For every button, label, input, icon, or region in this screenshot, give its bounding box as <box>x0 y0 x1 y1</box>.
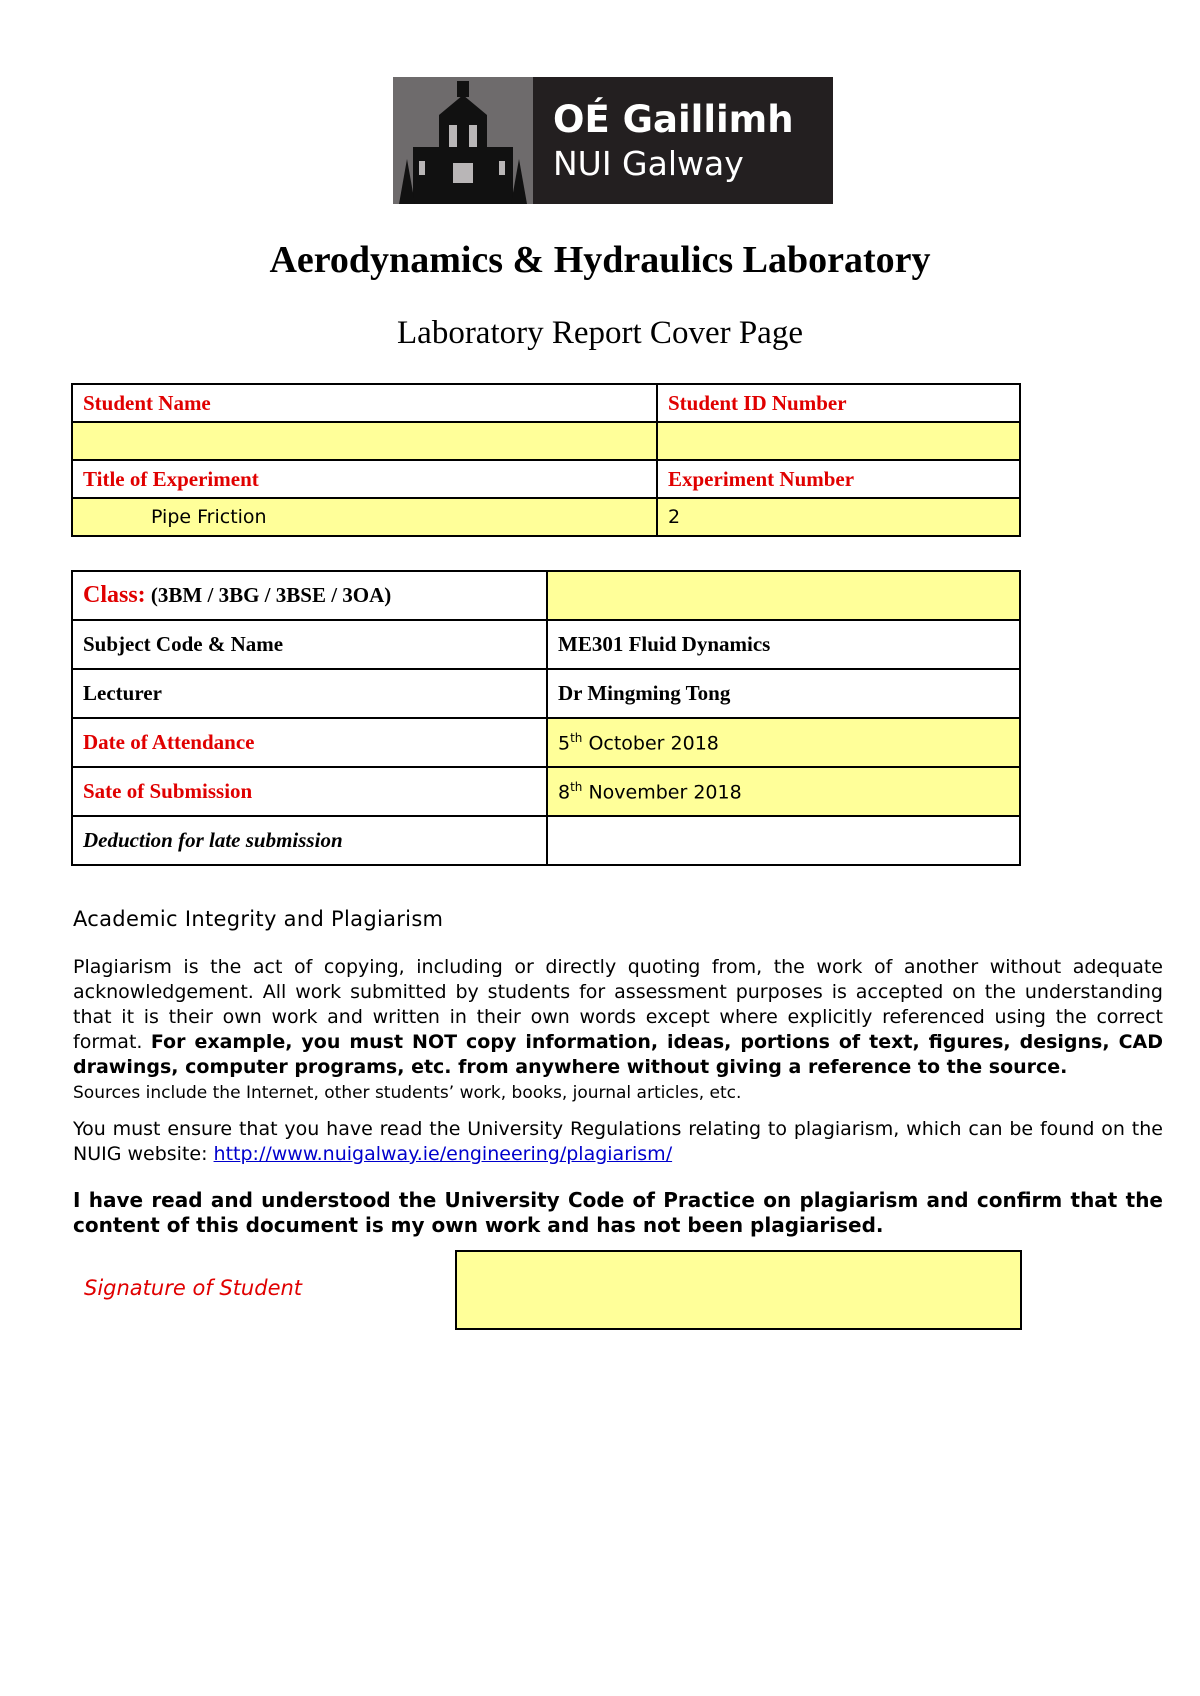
table-row <box>72 816 1020 865</box>
attendance-day: 5 <box>558 732 571 755</box>
logo-english-name: NUI Galway <box>553 143 744 183</box>
integrity-heading: Academic Integrity and Plagiarism <box>73 907 444 931</box>
plagiarism-policy-link[interactable]: http://www.nuigalway.ie/engineering/plagiarism/ <box>213 1143 673 1165</box>
table-row <box>72 422 1020 460</box>
regulations-text: You must ensure that you have read the University Regulations relating to plagiarism, which can be found on the NUIG website: <box>73 1118 1163 1165</box>
table-row <box>72 460 1020 498</box>
deduction-field[interactable] <box>547 816 1020 865</box>
table-row <box>72 767 1020 816</box>
page-subtitle: Laboratory Report Cover Page <box>397 315 803 351</box>
plagiarism-sources-text: Sources include the Internet, other students’ work, books, journal articles, etc. <box>73 1083 742 1103</box>
class-label: Class: <box>83 582 146 608</box>
quadrangle-tower-icon <box>393 77 533 204</box>
lecturer-value: Dr Mingming Tong <box>547 669 1020 718</box>
student-name-field[interactable] <box>72 422 657 460</box>
table-row <box>72 384 1020 422</box>
class-label-cell <box>72 571 547 620</box>
student-id-field[interactable] <box>657 422 1020 460</box>
plagiarism-example-text: For example, you must NOT copy information, ideas, portions of text, figures, designs, CAD drawings, computer programs, etc. from anywhere without giving a reference to the source. <box>73 1031 1163 1078</box>
subject-value: ME301 Fluid Dynamics <box>547 620 1020 669</box>
student-name-label: Student Name <box>72 384 657 422</box>
student-info-table <box>71 383 1021 537</box>
submission-field[interactable] <box>547 767 1020 816</box>
page-title: Aerodynamics & Hydraulics Laboratory <box>269 239 931 281</box>
attendance-label: Date of Attendance <box>72 718 547 767</box>
table-row <box>72 718 1020 767</box>
attendance-field[interactable] <box>547 718 1020 767</box>
submission-label: Sate of Submission <box>72 767 547 816</box>
table-row <box>72 498 1020 536</box>
class-field[interactable] <box>547 571 1020 620</box>
submission-suffix: th <box>570 779 583 794</box>
lecturer-label: Lecturer <box>72 669 547 718</box>
attendance-suffix: th <box>570 730 583 745</box>
declaration-paragraph: I have read and understood the University Code of Practice on plagiarism and confirm that the content of this document is my own work and has not been plagiarised. <box>73 1188 1163 1237</box>
submission-day: 8 <box>558 781 571 804</box>
logo-irish-name: OÉ Gaillimh <box>553 97 794 141</box>
table-row <box>72 571 1020 620</box>
deduction-label: Deduction for late submission <box>72 816 547 865</box>
table-row <box>72 620 1020 669</box>
experiment-number-field[interactable]: 2 <box>657 498 1020 536</box>
plagiarism-definition-text: Plagiarism is the act of copying, including or directly quoting from, the work of another without adequate acknowledgement. All work submitted by students for assessment purposes is accepted on the understanding that it is their own work and written in their own words except where explicitly referenced using the correct format. <box>73 956 1163 1053</box>
signature-field[interactable] <box>455 1250 1022 1330</box>
experiment-number-label: Experiment Number <box>657 460 1020 498</box>
plagiarism-definition-paragraph <box>73 955 1163 1106</box>
course-info-table <box>71 570 1021 866</box>
regulations-paragraph <box>73 1117 1163 1167</box>
signature-label: Signature of Student <box>84 1276 303 1300</box>
experiment-title-label: Title of Experiment <box>72 460 657 498</box>
experiment-title-field[interactable]: Pipe Friction <box>72 498 657 536</box>
attendance-month-year: October 2018 <box>582 732 719 755</box>
nui-galway-logo <box>393 77 833 204</box>
student-id-label: Student ID Number <box>657 384 1020 422</box>
submission-month-year: November 2018 <box>582 781 742 804</box>
subject-label: Subject Code & Name <box>72 620 547 669</box>
class-options: (3BM / 3BG / 3BSE / 3OA) <box>150 583 392 607</box>
table-row <box>72 669 1020 718</box>
